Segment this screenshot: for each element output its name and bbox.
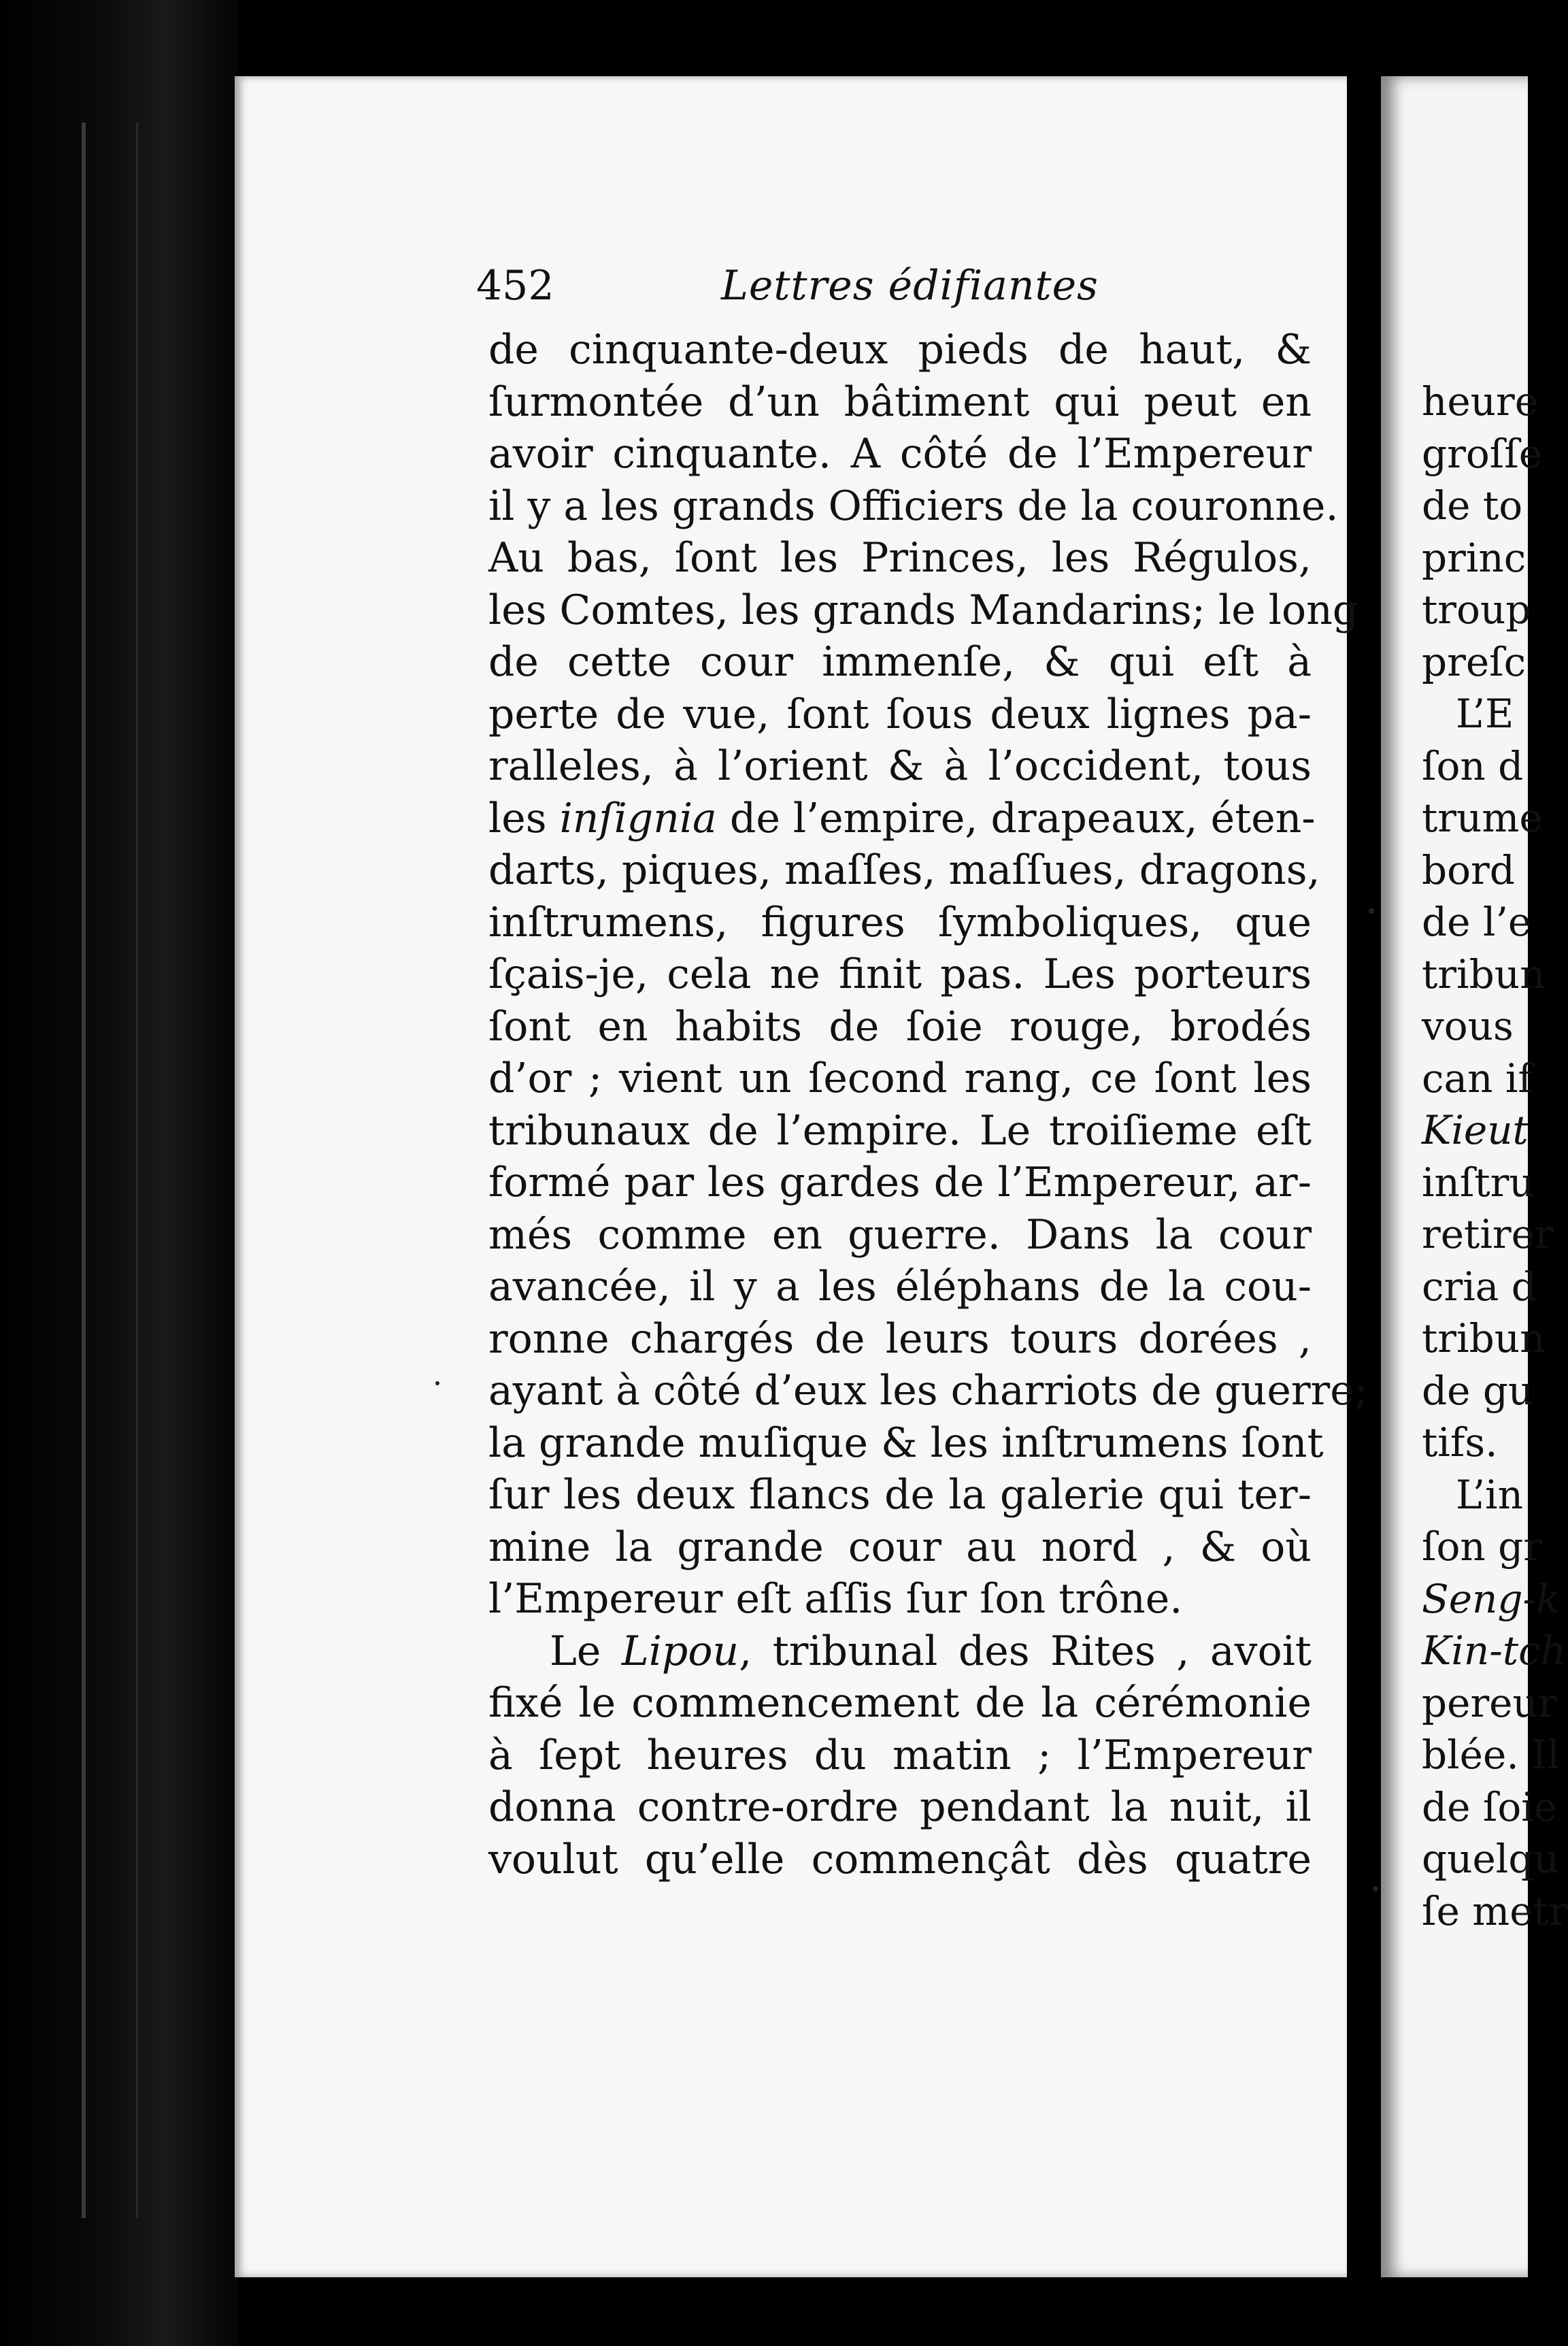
- scan-speck: [435, 1381, 439, 1385]
- text-line: inſtrumens, figures ſymboliques, que: [488, 898, 1312, 946]
- text-rest: tribunal des Rites , avoit: [772, 1627, 1312, 1675]
- text-word: les: [488, 794, 547, 842]
- facing-line: de ſoie: [1422, 1783, 1558, 1830]
- scan-speck: [1369, 908, 1374, 914]
- text-line: [488, 1625, 1312, 1678]
- text-line: il y a les grands Officiers de la couronne.: [488, 482, 1339, 530]
- facing-line: can if: [1422, 1055, 1533, 1102]
- facing-line: bord: [1422, 846, 1515, 893]
- text-line: à ſept heures du matin ; l’Empereur: [488, 1731, 1312, 1779]
- text-line: darts, piques, maſſes, maſſues, dragons,: [488, 846, 1320, 894]
- facing-line: heure: [1422, 378, 1539, 425]
- text-line: Au bas, ſont les Princes, les Régulos,: [488, 534, 1312, 582]
- facing-page: [1381, 76, 1568, 2277]
- text-line: perte de vue, ſont ſous deux lignes pa-: [488, 690, 1312, 738]
- facing-line: vous: [1422, 1003, 1514, 1049]
- book-spine: [0, 0, 238, 2346]
- text-line: de cinquante-deux pieds de haut, &: [488, 326, 1312, 374]
- scan-speck: [1373, 1886, 1378, 1891]
- body-text: [488, 324, 1368, 1885]
- text-line: ronne chargés de leurs tours dorées ,: [488, 1315, 1312, 1363]
- facing-line: L’in: [1456, 1471, 1523, 1518]
- text-line: voulut qu’elle commençât dès quatre: [488, 1835, 1312, 1883]
- facing-line: tribun: [1422, 1315, 1546, 1361]
- facing-line: troup: [1422, 586, 1531, 633]
- text-word: Le: [550, 1627, 601, 1675]
- text-line: avoir cinquante. A côté de l’Empereur: [488, 430, 1312, 478]
- facing-line: pereur: [1422, 1679, 1557, 1726]
- facing-line: princ: [1422, 534, 1527, 581]
- facing-line: groſſe: [1422, 430, 1543, 477]
- facing-line: preſc: [1422, 638, 1527, 685]
- facing-line: de to: [1422, 482, 1523, 529]
- text-line: ſur les deux flancs de la galerie qui ter-: [488, 1471, 1312, 1519]
- facing-line: ſon d: [1422, 742, 1524, 789]
- text-line: tribunaux de l’empire. Le troiſieme eſt: [488, 1106, 1312, 1155]
- text-line: més comme en guerre. Dans la cour: [488, 1210, 1312, 1259]
- facing-line: tifs.: [1422, 1419, 1498, 1466]
- text-line: avancée, il y a les éléphans de la cou-: [488, 1263, 1312, 1310]
- facing-page-text: [1422, 376, 1568, 1937]
- text-line: ſçais-je, cela ne finit pas. Les porteurs: [488, 951, 1312, 998]
- text-line: d’or ; vient un ſecond rang, ce ſont les: [488, 1055, 1312, 1102]
- page-number: 452: [476, 262, 554, 310]
- text-rest: de l’empire, drapeaux, éten-: [729, 794, 1316, 842]
- facing-line: blée. Il: [1422, 1732, 1560, 1778]
- text-line: donna contre-ordre pendant la nuit, il: [488, 1783, 1312, 1831]
- facing-line: trume: [1422, 795, 1543, 841]
- text-punct: ,: [739, 1627, 752, 1675]
- italic-term: Lipou: [621, 1627, 739, 1675]
- facing-line: de l’e: [1422, 899, 1532, 945]
- italic-term: inſignia: [559, 794, 717, 842]
- facing-line: cria d: [1422, 1263, 1537, 1310]
- facing-line: tribun: [1422, 951, 1546, 997]
- facing-line: ſon gr: [1422, 1523, 1543, 1570]
- facing-line: L’E: [1456, 691, 1514, 737]
- text-line: la grande muſique & les inſtrumens ſont: [488, 1419, 1324, 1467]
- text-line: de cette cour immenſe, & qui eſt à: [488, 638, 1312, 686]
- facing-line: inſtru: [1422, 1159, 1535, 1206]
- facing-line: ſe metr: [1422, 1887, 1568, 1934]
- facing-line: Seng-k: [1422, 1575, 1561, 1622]
- facing-line: de gu: [1422, 1367, 1534, 1414]
- running-title: Lettres édifiantes: [721, 262, 1099, 310]
- text-line: fixé le commencement de la cérémonie: [488, 1679, 1312, 1727]
- text-line: formé par les gardes de l’Empereur, ar-: [488, 1159, 1312, 1206]
- text-line: les Comtes, les grands Mandarins; le long: [488, 586, 1359, 634]
- spine-edge: [136, 122, 138, 2218]
- text-line: ayant à côté d’eux les charriots de guerre;: [488, 1367, 1368, 1415]
- facing-line: quelqu: [1422, 1836, 1559, 1882]
- text-line: mine la grande cour au nord , & où: [488, 1523, 1312, 1571]
- text-line: ſont en habits de ſoie rouge, brodés: [488, 1002, 1312, 1051]
- running-head: [476, 262, 1347, 316]
- text-line: [488, 793, 1316, 845]
- facing-line: Kieut: [1422, 1107, 1529, 1153]
- text-line: l’Empereur eſt aſſis ſur ſon trône.: [488, 1575, 1183, 1623]
- text-line: ralleles, à l’orient & à l’occident, tous: [488, 742, 1312, 790]
- facing-line: Kin-tch: [1422, 1628, 1566, 1674]
- facing-line: retirer: [1422, 1211, 1554, 1257]
- text-line: ſurmontée d’un bâtiment qui peut en: [488, 378, 1312, 426]
- spine-edge: [82, 122, 86, 2218]
